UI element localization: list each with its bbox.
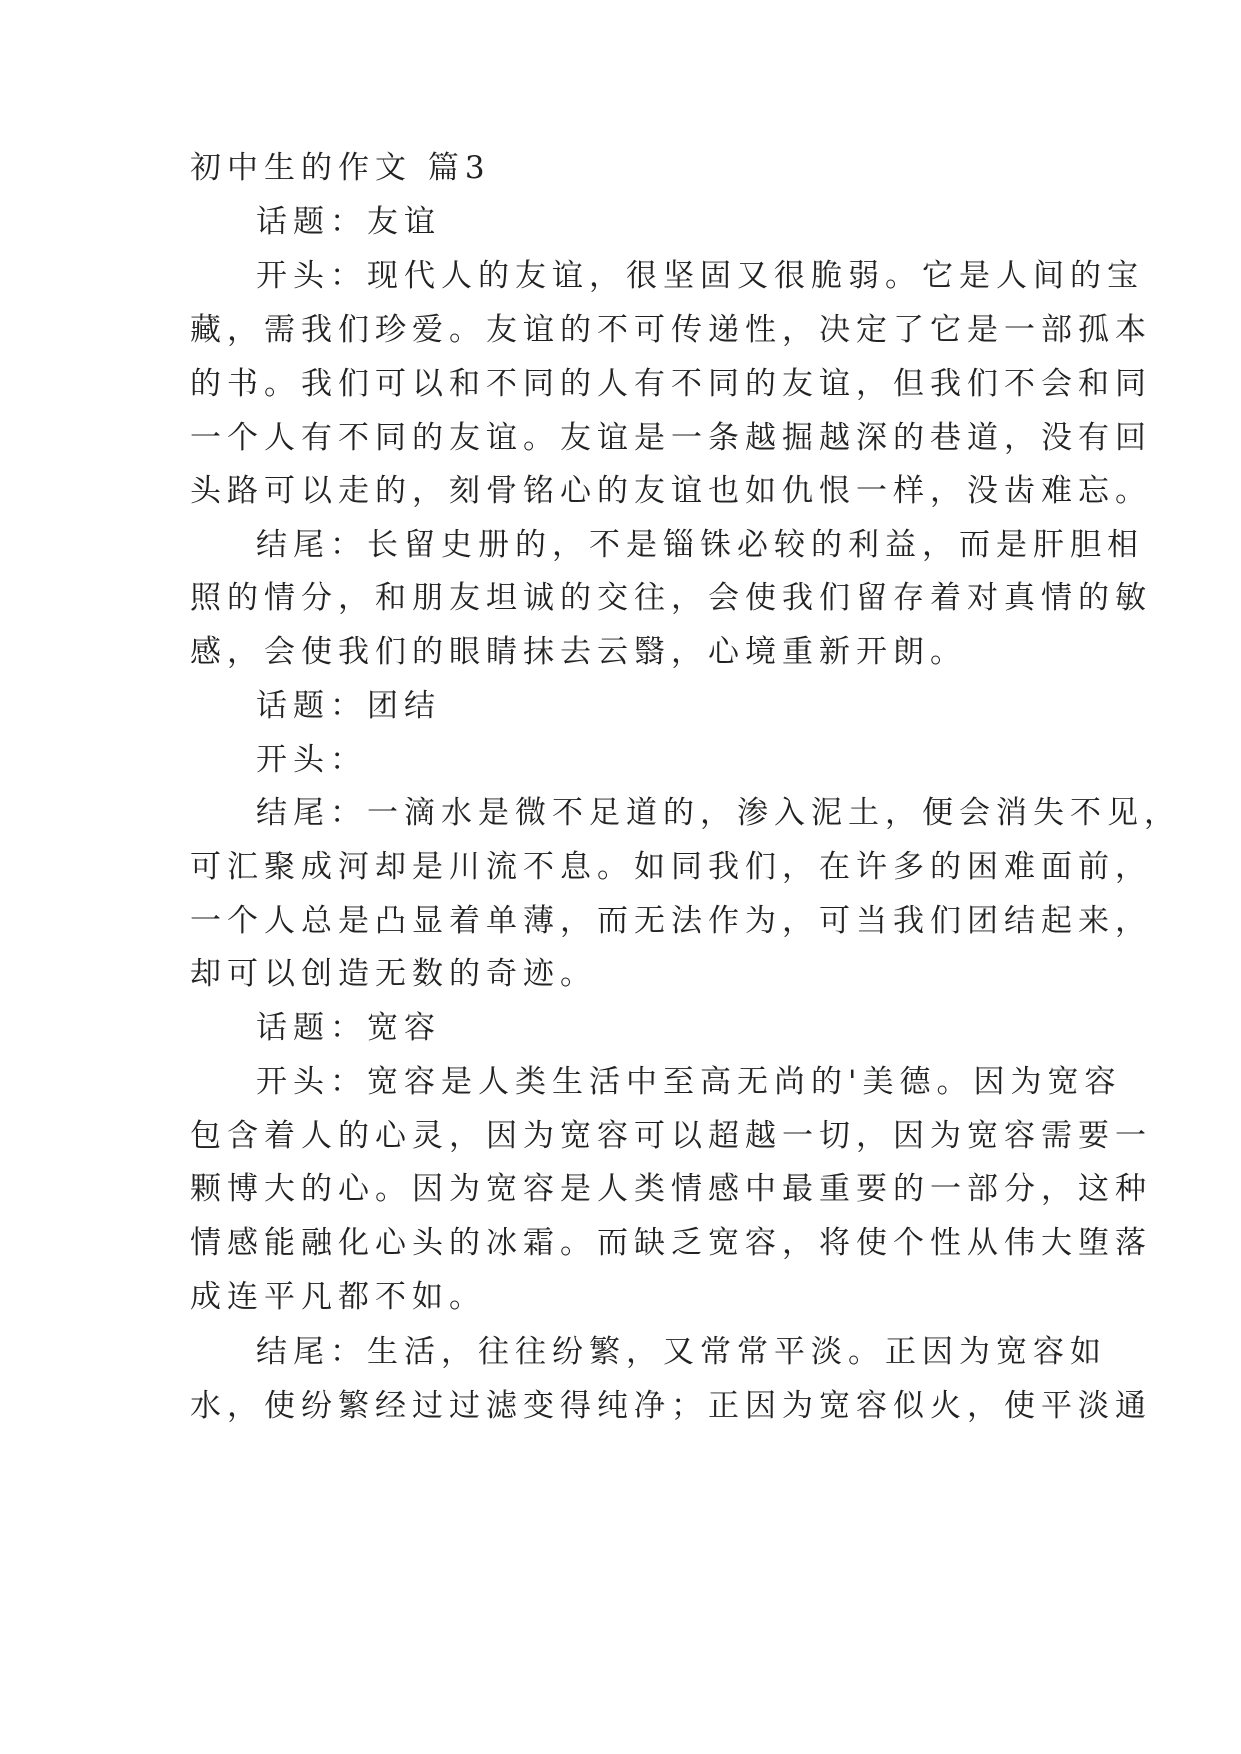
topic-unity-label: 话题：团结 [256, 688, 441, 724]
paragraph-line: 一个人总是凸显着单薄，而无法作为，可当我们团结起来， [190, 903, 1152, 939]
paragraph-line: 藏，需我们珍爱。友谊的不可传递性，决定了它是一部孤本 [190, 312, 1152, 348]
paragraph-line: 可汇聚成河却是川流不息。如同我们，在许多的困难面前， [190, 849, 1152, 885]
paragraph-line: 开头： [256, 742, 367, 778]
paragraph-line: 感，会使我们的眼睛抹去云翳，心境重新开朗。 [190, 634, 967, 670]
paragraph-line: 一个人有不同的友谊。友谊是一条越掘越深的巷道，没有回 [190, 420, 1152, 456]
paragraph-line: 成连平凡都不如。 [190, 1279, 486, 1315]
paragraph-line: 头路可以走的，刻骨铭心的友谊也如仇恨一样，没齿难忘。 [190, 473, 1152, 509]
topic-tolerance-label: 话题：宽容 [256, 1010, 441, 1046]
paragraph-line: 却可以创造无数的奇迹。 [190, 956, 597, 992]
paragraph-line: 开头：现代人的友谊，很坚固又很脆弱。它是人间的宝 [256, 258, 1144, 294]
paragraph-line: 开头：宽容是人类生活中至高无尚的'美德。因为宽容 [256, 1064, 1122, 1100]
paragraph-line: 的书。我们可以和不同的人有不同的友谊，但我们不会和同 [190, 366, 1152, 402]
document-heading: 初中生的作文 篇3 [190, 150, 491, 186]
paragraph-line: 照的情分，和朋友坦诚的交往，会使我们留存着对真情的敏 [190, 580, 1152, 616]
topic-friendship-label: 话题：友谊 [256, 204, 441, 240]
paragraph-line: 情感能融化心头的冰霜。而缺乏宽容，将使个性从伟大堕落 [190, 1225, 1152, 1261]
paragraph-line: 结尾：生活，往往纷繁，又常常平淡。正因为宽容如 [256, 1334, 1107, 1370]
paragraph-line: 结尾：一滴水是微不足道的，渗入泥土，便会消失不见， [256, 795, 1181, 831]
paragraph-line: 水，使纷繁经过过滤变得纯净；正因为宽容似火，使平淡通 [190, 1388, 1152, 1424]
paragraph-line: 结尾：长留史册的，不是锱铢必较的利益，而是肝胆相 [256, 527, 1144, 563]
paragraph-line: 颗博大的心。因为宽容是人类情感中最重要的一部分，这种 [190, 1171, 1152, 1207]
paragraph-line: 包含着人的心灵，因为宽容可以超越一切，因为宽容需要一 [190, 1118, 1152, 1154]
